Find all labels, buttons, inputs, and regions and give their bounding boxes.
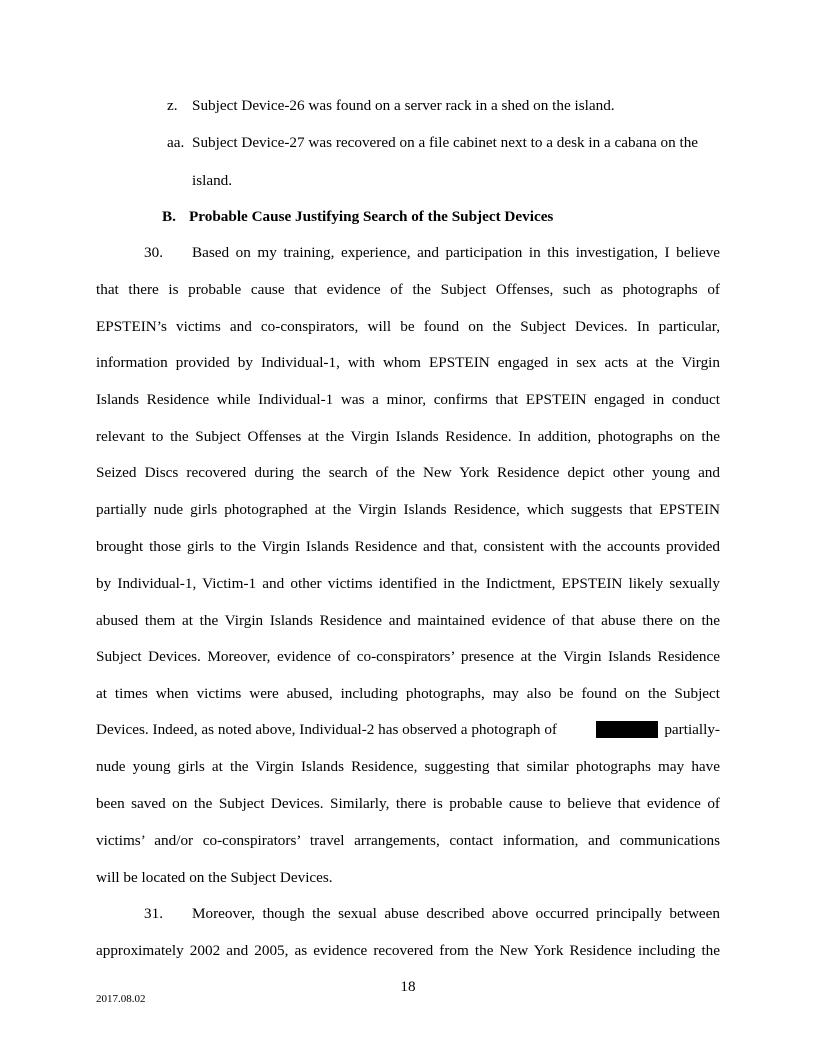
- redaction-block: [596, 721, 658, 738]
- paragraph-30-line: brought those girls to the Virgin Islands Residence and that, consistent with the accounts provided: [96, 538, 720, 555]
- paragraph-30-last-line: will be located on the Subject Devices.: [96, 869, 333, 886]
- paragraph-31-line: approximately 2002 and 2005, as evidence recovered from the New York Residence including the: [96, 942, 720, 959]
- paragraph-30-line: Islands Residence while Individual-1 was a minor, confirms that EPSTEIN engaged in conduct: [96, 391, 720, 408]
- footer-date: 2017.08.02: [96, 993, 146, 1005]
- page-number: 18: [400, 978, 416, 995]
- paragraph-30-line: Seized Discs recovered during the search of the New York Residence depict other young and: [96, 464, 720, 481]
- paragraph-30-line-with-redaction: [96, 720, 720, 740]
- list-marker: z.: [167, 97, 178, 114]
- list-item-text: Subject Device-26 was found on a server rack in a shed on the island.: [192, 97, 615, 114]
- list-item-z: [167, 96, 615, 116]
- paragraph-number: 31.: [144, 905, 163, 922]
- paragraph-31-first-line: [144, 904, 720, 924]
- paragraph-30-line: EPSTEIN’s victims and co-conspirators, will be found on the Subject Devices. In particular,: [96, 318, 720, 335]
- paragraph-30-line: partially nude girls photographed at the Virgin Islands Residence, which suggests that EPSTEIN: [96, 501, 720, 518]
- paragraph-30-line: nude young girls at the Virgin Islands Residence, suggesting that similar photographs may have: [96, 758, 720, 775]
- paragraph-text: Based on my training, experience, and participation in this investigation, I believe: [192, 244, 720, 261]
- paragraph-30-line: Subject Devices. Moreover, evidence of co-conspirators’ presence at the Virgin Islands Residence: [96, 648, 720, 665]
- paragraph-text: partially-: [664, 721, 720, 738]
- paragraph-30-line: by Individual-1, Victim-1 and other victims identified in the Indictment, EPSTEIN likely sexually: [96, 575, 720, 592]
- paragraph-text: Devices. Indeed, as noted above, Individual-2 has observed a photograph of: [96, 721, 557, 738]
- paragraph-number: 30.: [144, 244, 163, 261]
- paragraph-30-line: at times when victims were abused, including photographs, may also be found on the Subject: [96, 685, 720, 702]
- list-marker: aa.: [167, 134, 185, 151]
- paragraph-30-line: victims’ and/or co-conspirators’ travel arrangements, contact information, and communications: [96, 832, 720, 849]
- section-heading-text: Probable Cause Justifying Search of the Subject Devices: [189, 208, 554, 225]
- section-heading: [162, 207, 553, 227]
- section-marker: B.: [162, 208, 176, 225]
- paragraph-30-line: that there is probable cause that evidence of the Subject Offenses, such as photographs of: [96, 281, 720, 298]
- list-item-aa-continuation: island.: [192, 172, 233, 189]
- paragraph-30-line: information provided by Individual-1, with whom EPSTEIN engaged in sex acts at the Virgin: [96, 354, 720, 371]
- list-item-text: Subject Device-27 was recovered on a file cabinet next to a desk in a cabana on the: [192, 134, 699, 151]
- paragraph-30-line: abused them at the Virgin Islands Residence and maintained evidence of that abuse there on the: [96, 612, 720, 629]
- paragraph-text: Moreover, though the sexual abuse described above occurred principally between: [192, 905, 720, 922]
- paragraph-30-first-line: [144, 243, 720, 263]
- list-item-aa: [167, 133, 720, 153]
- paragraph-30-line: relevant to the Subject Offenses at the Virgin Islands Residence. In addition, photographs on the: [96, 428, 720, 445]
- paragraph-30-line: been saved on the Subject Devices. Similarly, there is probable cause to believe that evidence of: [96, 795, 720, 812]
